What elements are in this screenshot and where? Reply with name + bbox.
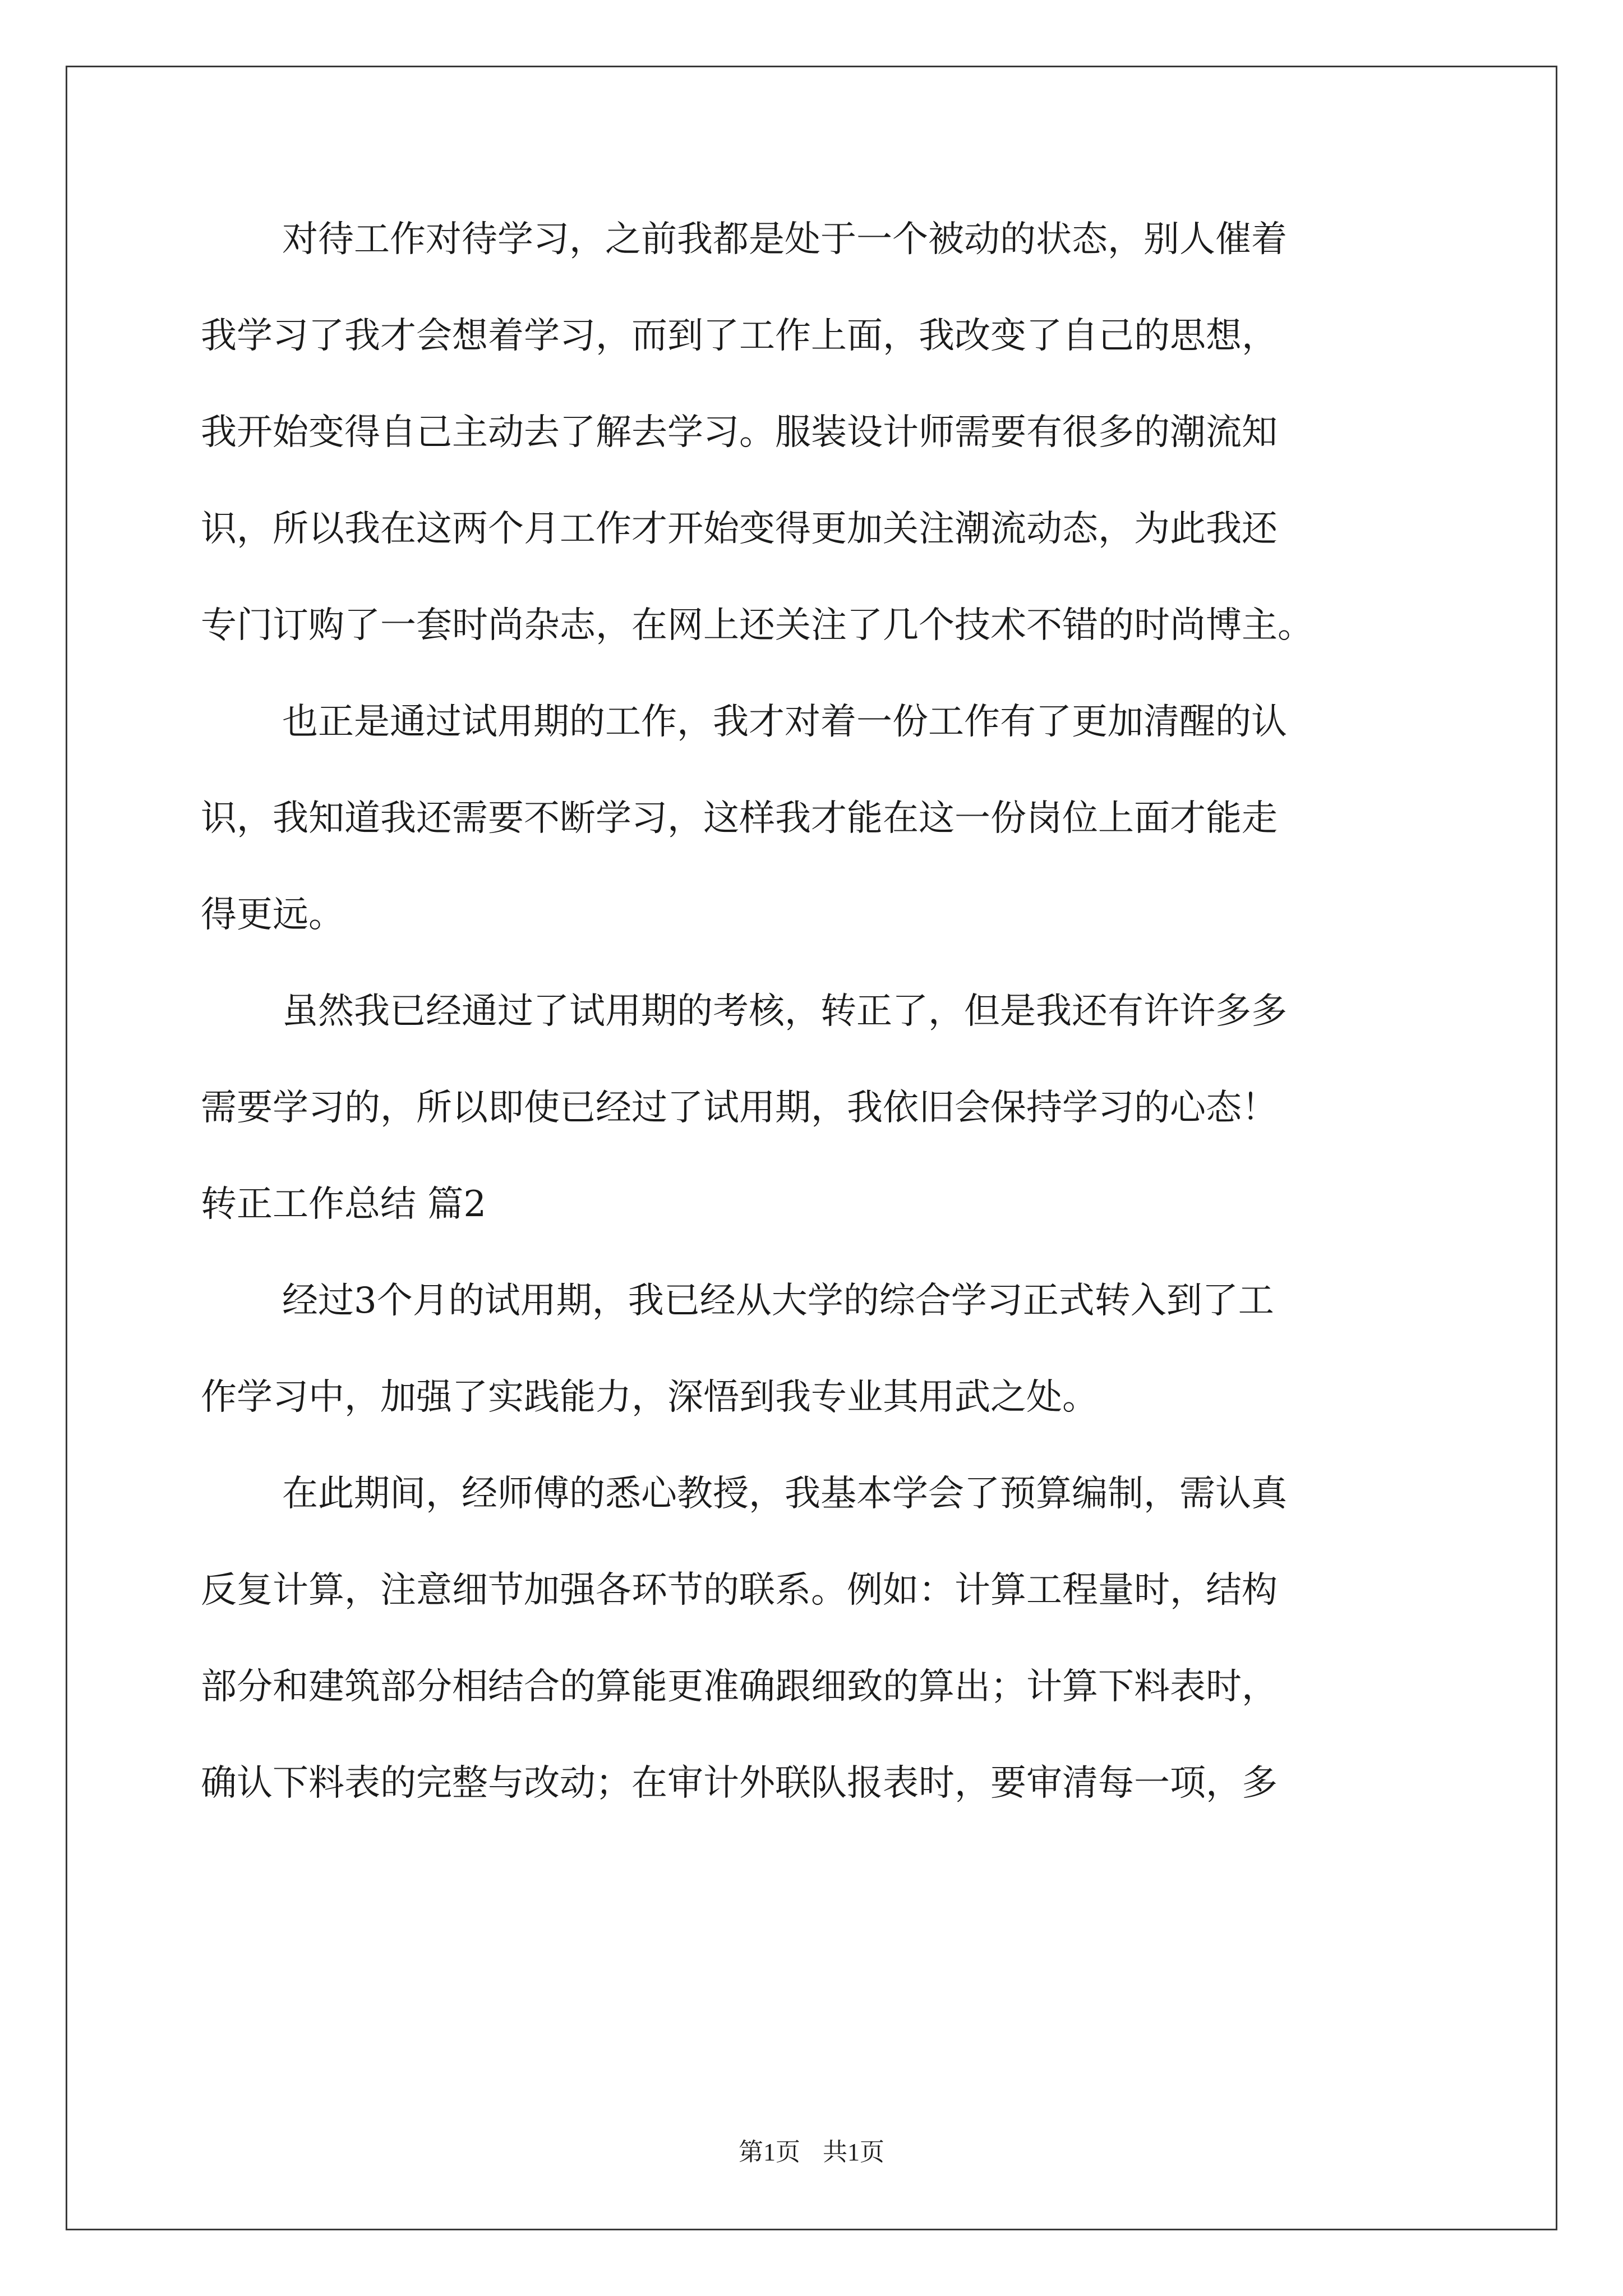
page-number-current: 第1页 bbox=[739, 2138, 800, 2166]
text-line-8: 得更远。 bbox=[201, 894, 344, 936]
text-line-9: 虽然我已经通过了试用期的考核，转正了，但是我还有许许多多 bbox=[282, 991, 1287, 1032]
text-line-5: 专门订购了一套时尚杂志，在网上还关注了几个技术不错的时尚博主。 bbox=[201, 605, 1313, 646]
document-body bbox=[201, 219, 1429, 1862]
text-line-14: 在此期间，经师傅的悉心教授，我基本学会了预算编制，需认真 bbox=[282, 1473, 1287, 1515]
text-line-17: 确认下料表的完整与改动；在审计外联队报表时，要审清每一项，多 bbox=[201, 1763, 1278, 1804]
text-line-2: 我学习了我才会想着学习，而到了工作上面，我改变了自己的思想， bbox=[201, 315, 1278, 357]
text-line-1: 对待工作对待学习，之前我都是处于一个被动的状态，别人催着 bbox=[282, 219, 1287, 260]
section-heading: 转正工作总结 篇2 bbox=[201, 1184, 487, 1225]
text-line-16: 部分和建筑部分相结合的算能更准确跟细致的算出；计算下料表时， bbox=[201, 1666, 1278, 1708]
text-line-10: 需要学习的，所以即使已经过了试用期，我依旧会保持学习的心态！ bbox=[201, 1087, 1278, 1129]
page-number-total: 共1页 bbox=[823, 2138, 884, 2166]
text-line-4: 识，所以我在这两个月工作才开始变得更加关注潮流动态，为此我还 bbox=[201, 508, 1278, 550]
text-line-7: 识，我知道我还需要不断学习，这样我才能在这一份岗位上面才能走 bbox=[201, 798, 1278, 839]
text-line-13: 作学习中，加强了实践能力，深悟到我专业其用武之处。 bbox=[201, 1377, 1098, 1418]
text-line-15: 反复计算，注意细节加强各环节的联系。例如：计算工程量时，结构 bbox=[201, 1570, 1278, 1611]
text-line-6: 也正是通过试用期的工作，我才对着一份工作有了更加清醒的认 bbox=[282, 701, 1287, 743]
text-line-3: 我开始变得自己主动去了解去学习。服装设计师需要有很多的潮流知 bbox=[201, 412, 1278, 453]
page-footer bbox=[0, 2132, 1623, 2168]
text-line-12: 经过3个月的试用期，我已经从大学的综合学习正式转入到了工 bbox=[282, 1280, 1274, 1322]
